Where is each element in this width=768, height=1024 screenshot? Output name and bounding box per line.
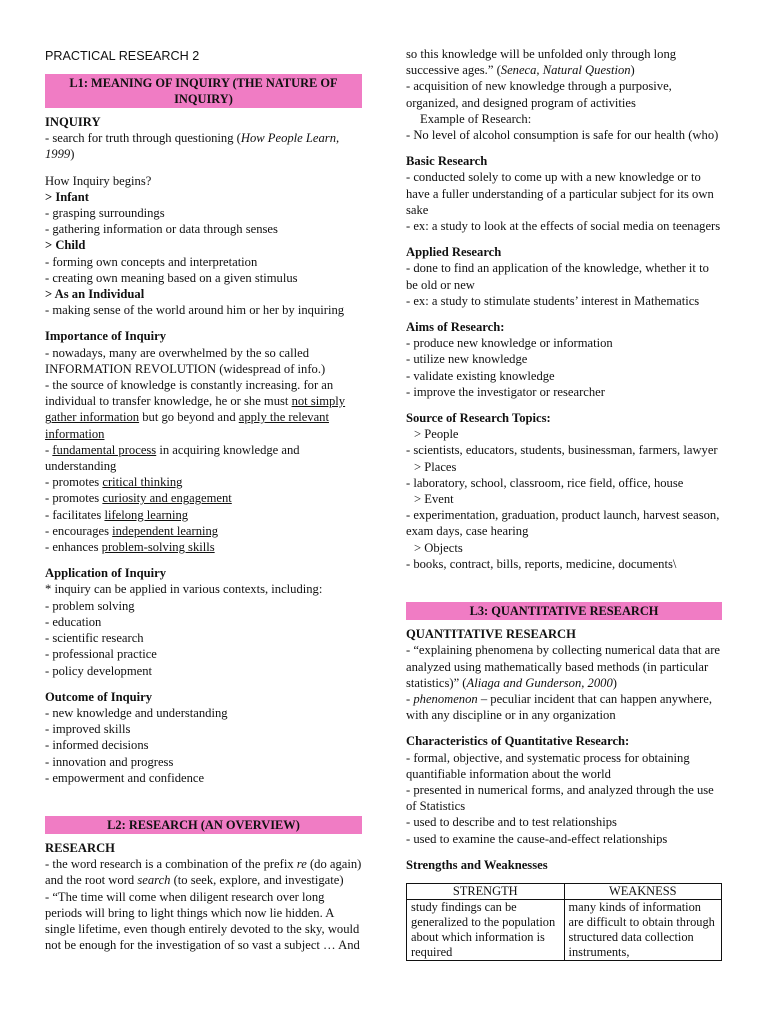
quantitative-heading: QUANTITATIVE RESEARCH (406, 627, 576, 642)
quantitative-item: - “explaining phenomena by collecting numerical data that are analyzed using mathematically based methods (in particular statistics)” (Aliaga and Gunderson, 2000) (406, 643, 721, 690)
quantitative-item: - phenomenon – peculiar incident that can happen anywhere, with any discipline or in any organization (406, 691, 712, 723)
inquiry-heading: INQUIRY (45, 115, 101, 129)
importance-item: - the source of knowledge is constantly increasing. for an individual to transfer knowledge, he or she must not simply gather information but go beyond and apply the relevant information (45, 378, 346, 441)
infant-item: - grasping surroundings (45, 206, 165, 221)
strengths-weaknesses-table (406, 883, 722, 961)
child-item: - forming own concepts and interpretation (45, 254, 258, 269)
child-label: > Child (45, 238, 86, 253)
aims-item: - improve the investigator or researcher (406, 384, 605, 399)
event-label: > Event (414, 492, 454, 507)
research-heading: RESEARCH (45, 840, 115, 855)
aims-heading: Aims of Research: (406, 320, 505, 335)
individual-item: - making sense of the world around him or her by inquiring (45, 303, 345, 318)
lesson-3-banner: L3: QUANTITATIVE RESEARCH (406, 602, 722, 620)
applied-research-item: - ex: a study to stimulate students’ interest in Mathematics (406, 293, 700, 308)
characteristics-item: - used to describe and to test relationships (406, 815, 617, 830)
application-heading: Application of Inquiry (45, 566, 167, 581)
weakness-cell: many kinds of information are difficult to obtain through structured data collection instruments, (564, 899, 722, 960)
outcome-item: - informed decisions (45, 738, 149, 753)
objects-label: > Objects (414, 540, 463, 555)
basic-research-heading: Basic Research (406, 154, 488, 169)
inquiry-definition: - search for truth through questioning (How People Learn, 1999) (45, 131, 340, 162)
outcome-item: - empowerment and confidence (45, 770, 205, 785)
applied-research-heading: Applied Research (406, 245, 502, 260)
lesson-1-banner: L1: MEANING OF INQUIRY (THE NATURE OF INQUIRY) (45, 74, 362, 108)
application-item: - scientific research (45, 631, 144, 646)
example-item: - No level of alcohol consumption is safe for our health (who) (406, 128, 719, 143)
people-label: > People (414, 427, 459, 442)
how-inquiry-begins: How Inquiry begins? (45, 173, 152, 188)
lesson-2-banner: L2: RESEARCH (AN OVERVIEW) (45, 816, 362, 834)
source-item: - laboratory, school, classroom, rice field, office, house (406, 475, 684, 490)
child-item: - creating own meaning based on a given stimulus (45, 270, 298, 285)
left-column (45, 74, 362, 953)
outcome-item: - new knowledge and understanding (45, 705, 228, 720)
infant-item: - gathering information or data through senses (45, 222, 278, 237)
application-intro: * inquiry can be applied in various contexts, including: (45, 582, 323, 597)
importance-item: - encourages independent learning (45, 523, 219, 538)
applied-research-item: - done to find an application of the knowledge, whether it to be old or new (406, 261, 709, 292)
document-title: PRACTICAL RESEARCH 2 (45, 49, 200, 63)
application-item: - policy development (45, 663, 153, 678)
basic-research-item: - conducted solely to come up with a new knowledge or to have a fuller understanding of a particular subject for its own sake (406, 170, 714, 217)
research-quote: - “The time will come when diligent research over long periods will bring to light things which now lie hidden. A single lifetime, even though entirely devoted to the sky, would not be enough for the investigation of so vast a subject … And (45, 889, 360, 953)
importance-heading: Importance of Inquiry (45, 329, 167, 344)
outcome-heading: Outcome of Inquiry (45, 689, 153, 704)
right-column (406, 46, 722, 961)
application-item: - problem solving (45, 598, 135, 613)
source-item: - books, contract, bills, reports, medicine, documents\ (406, 556, 677, 571)
source-heading: Source of Research Topics: (406, 411, 551, 426)
basic-research-item: - ex: a study to look at the effects of social media on teenagers (406, 219, 721, 234)
strengths-weaknesses-heading: Strengths and Weaknesses (406, 857, 548, 872)
importance-item: - fundamental process in acquiring knowledge and understanding (45, 442, 300, 474)
importance-item: - facilitates lifelong learning (45, 507, 189, 522)
importance-item: - promotes critical thinking (45, 475, 183, 490)
infant-label: > Infant (45, 189, 89, 204)
importance-item: - promotes curiosity and engagement (45, 491, 232, 506)
characteristics-item: - formal, objective, and systematic process for obtaining quantifiable information about the world (406, 750, 690, 781)
strength-cell: study findings can be generalized to the population about which information is required (407, 899, 565, 960)
aims-item: - produce new knowledge or information (406, 336, 613, 351)
outcome-item: - improved skills (45, 722, 131, 737)
characteristics-heading: Characteristics of Quantitative Research: (406, 734, 630, 749)
characteristics-item: - used to examine the cause-and-effect relationships (406, 831, 668, 846)
importance-item: - nowadays, many are overwhelmed by the so called INFORMATION REVOLUTION (widespread of info.) (45, 345, 326, 376)
outcome-item: - innovation and progress (45, 754, 174, 769)
quote-continuation: so this knowledge will be unfolded only through long successive ages.” (Seneca, Natural Question) (406, 47, 677, 78)
aims-item: - validate existing knowledge (406, 368, 555, 383)
source-item: - experimentation, graduation, product launch, harvest season, exam days, case hearing (406, 508, 720, 539)
aims-item: - utilize new knowledge (406, 352, 528, 367)
research-definition: - acquisition of new knowledge through a purposive, organized, and designed program of activities (406, 79, 672, 110)
characteristics-item: - presented in numerical forms, and analyzed through the use of Statistics (406, 782, 714, 814)
source-item: - scientists, educators, students, businessman, farmers, lawyer (406, 443, 718, 458)
application-item: - education (45, 614, 102, 629)
individual-label: > As an Individual (45, 287, 145, 302)
example-label: Example of Research: (420, 111, 532, 126)
places-label: > Places (414, 459, 457, 474)
application-item: - professional practice (45, 647, 157, 662)
importance-item: - enhances problem-solving skills (45, 540, 215, 555)
research-item: - the word research is a combination of the prefix re (do again) and the root word search (to seek, explore, and investigate) (45, 857, 362, 888)
strength-header: STRENGTH (407, 883, 565, 899)
weakness-header: WEAKNESS (564, 883, 722, 899)
